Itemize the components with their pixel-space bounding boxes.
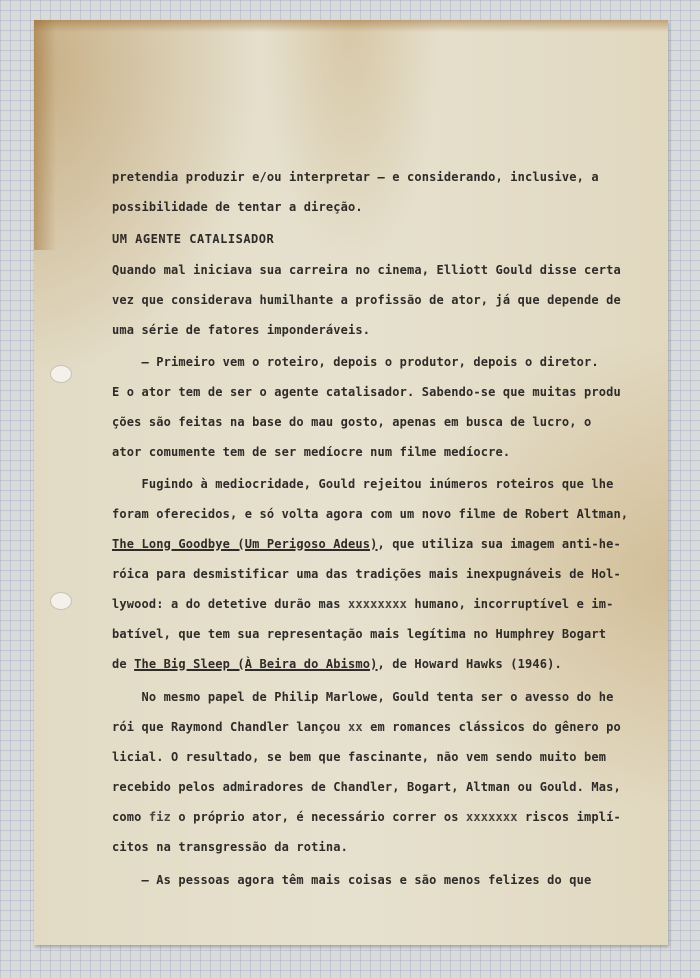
- text-line: Quando mal iniciava sua carreira no cinema, Elliott Gould disse certa: [112, 263, 621, 277]
- text-line: licial. O resultado, se bem que fascinante, não vem sendo muito bem: [112, 750, 607, 764]
- struck-word: xxxxxxx: [465, 810, 518, 824]
- text-line: como fiz o próprio ator, é necessário correr os xxxxxxx riscos implí-: [112, 810, 621, 824]
- film-title: The Big Sleep (À Beira do Abismo): [134, 657, 378, 671]
- text-line: — Primeiro vem o roteiro, depois o produtor, depois o diretor.: [112, 355, 599, 369]
- text-line: vez que considerava humilhante a profissão de ator, já que depende de: [112, 293, 621, 307]
- text-line: lywood: a do detetive durão mas xxxxxxxx humano, incorruptível e im-: [112, 597, 614, 611]
- text-line: batível, que tem sua representação mais legítima no Humphrey Bogart: [112, 627, 607, 641]
- text-line: recebido pelos admiradores de Chandler, Bogart, Altman ou Gould. Mas,: [112, 780, 621, 794]
- text-line: rói que Raymond Chandler lançou xx em romances clássicos do gênero po: [112, 720, 621, 734]
- paper-stain: [34, 20, 668, 32]
- text-line: ções são feitas na base do mau gosto, apenas em busca de lucro, o: [112, 415, 592, 429]
- text-line: uma série de fatores imponderáveis.: [112, 323, 371, 337]
- text-line: foram oferecidos, e só volta agora com um novo filme de Robert Altman,: [112, 507, 629, 521]
- punch-hole: [50, 365, 72, 383]
- struck-word: xx: [348, 720, 363, 734]
- text-line: E o ator tem de ser o agente catalisador. Sabendo-se que muitas produ: [112, 385, 621, 399]
- text-line: possibilidade de tentar a direção.: [112, 200, 363, 214]
- text-line: ator comumente tem de ser medíocre num filme medíocre.: [112, 445, 511, 459]
- text-line: Fugindo à mediocridade, Gould rejeitou inúmeros roteiros que lhe: [112, 477, 614, 491]
- text-line: — As pessoas agora têm mais coisas e são menos felizes do que: [112, 873, 592, 887]
- text-line: de The Big Sleep (À Beira do Abismo), de Howard Hawks (1946).: [112, 657, 562, 671]
- text-line: citos na transgressão da rotina.: [112, 840, 348, 854]
- section-heading: UM AGENTE CATALISADOR: [112, 232, 275, 246]
- struck-word: xxxxxxxx: [348, 597, 407, 611]
- typewritten-page: [34, 20, 668, 945]
- text-line: pretendia produzir e/ou interpretar — e considerando, inclusive, a: [112, 170, 599, 184]
- text-line: No mesmo papel de Philip Marlowe, Gould tenta ser o avesso do he: [112, 690, 614, 704]
- paper-stain: [34, 20, 56, 250]
- struck-word: fiz: [148, 810, 171, 824]
- text-line: The Long Goodbye (Um Perigoso Adeus), que utiliza sua imagem anti-he-: [112, 537, 621, 551]
- text-line: róica para desmistificar uma das tradições mais inexpugnáveis de Hol-: [112, 567, 621, 581]
- punch-hole: [50, 592, 72, 610]
- film-title: The Long Goodbye (Um Perigoso Adeus): [112, 537, 378, 551]
